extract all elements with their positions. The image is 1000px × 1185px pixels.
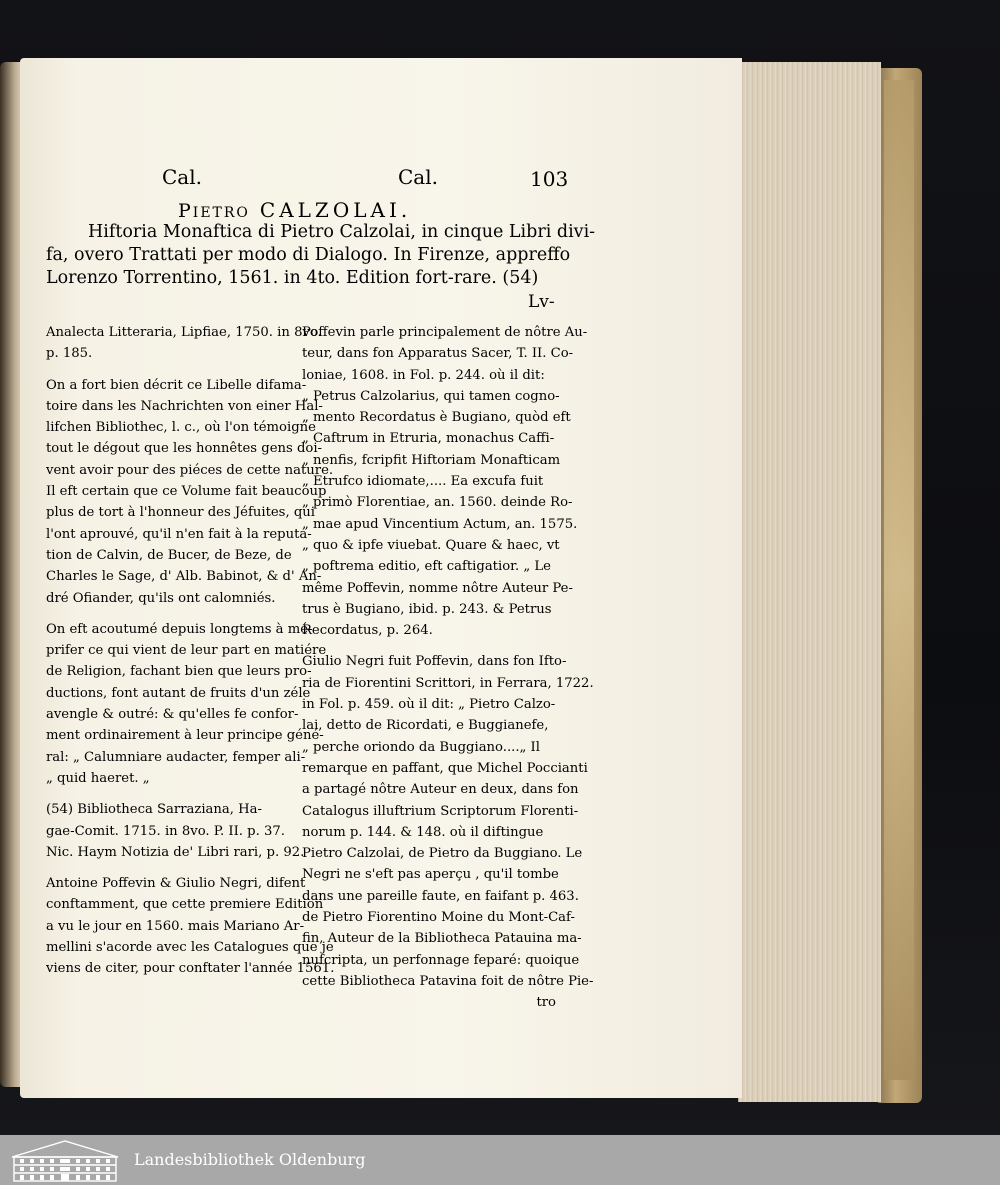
library-name: Landesbibliothek Oldenburg: [134, 1150, 366, 1169]
heading-initial: P: [178, 200, 193, 222]
footnote: [46, 799, 305, 863]
text-line: de Pietro Fiorentino Moine du Mont-Caf-: [302, 910, 575, 926]
entry-title-line: Hiftoria Monaftica di Pietro Calzolai, in cinque Libri divi-: [88, 222, 596, 242]
library-building-logo: [8, 1137, 122, 1183]
text-line: de Religion, fachant bien que leurs pro-: [46, 664, 312, 680]
text-line: in Fol. p. 459. où il dit: „ Pietro Calzo-: [302, 697, 556, 713]
text-line: teur, dans fon Apparatus Sacer, T. II. Co-: [302, 346, 574, 362]
text-line: ductions, font autant de fruits d'un zéle: [46, 685, 311, 701]
text-line: Negri ne s'eft pas aperçu , qu'il tombe: [302, 867, 559, 883]
text-line: tout le dégout que les honnêtes gens doi-: [46, 441, 323, 457]
text-line: „ quid haeret. „: [46, 770, 150, 786]
text-line: avengle & outré: & qu'elles fe confor-: [46, 707, 299, 723]
text-line: l'ont aprouvé, qu'il n'en fait à la reputa-: [46, 526, 312, 542]
text-line: vent avoir pour des piéces de cette nature.: [46, 462, 334, 478]
text-line: lifchen Bibliothec, l. c., où l'on témoigne: [46, 420, 316, 436]
paragraph: [46, 375, 334, 609]
text-line: „ Etrufco idiomate,.... Ea excufa fuit: [302, 474, 544, 490]
author-heading: [178, 198, 411, 222]
text-line: „ Petrus Calzolarius, qui tamen cogno-: [302, 388, 560, 404]
text-line: Catalogus illuftrium Scriptorum Florenti-: [302, 803, 579, 819]
running-head-center: Cal.: [398, 165, 438, 189]
paragraph: [46, 322, 322, 365]
heading-surname: CALZOLAI.: [259, 198, 412, 222]
text-line: remarque en paffant, que Michel Poccianti: [302, 760, 588, 776]
right-column: [302, 322, 594, 1014]
text-line: trus è Bugiano, ibid. p. 243. & Petrus: [302, 601, 552, 617]
text-line: „ perche oriondo da Buggiano....„ Il: [302, 739, 540, 755]
text-line: ria de Fiorentini Scrittori, in Ferrara, 1722.: [302, 675, 594, 691]
text-line: a partagé nôtre Auteur en deux, dans fon: [302, 782, 579, 798]
text-line: „ mae apud Vincentium Actum, an. 1575.: [302, 516, 578, 532]
text-line: cette Bibliotheca Patavina foit de nôtre Pie-: [302, 973, 594, 989]
text-line: même Poffevin, nomme nôtre Auteur Pe-: [302, 580, 573, 596]
paragraph: [46, 619, 327, 789]
text-line: prifer ce qui vient de leur part en matiére: [46, 643, 327, 659]
text-line: tion de Calvin, de Bucer, de Beze, de: [46, 547, 292, 563]
text-line: ment ordinairement à leur principe géné-: [46, 728, 324, 744]
text-line: (54) Bibliotheca Sarraziana, Ha-: [46, 802, 262, 818]
text-line: On a fort bien décrit ce Libelle difama-: [46, 377, 307, 393]
text-line: „ poftrema editio, eft caftigatior. „ Le: [302, 559, 551, 575]
text-line: dré Ofiander, qu'ils ont calomniés.: [46, 590, 276, 606]
text-line: dans une pareille faute, en faifant p. 463.: [302, 888, 579, 904]
text-line: p. 185.: [46, 346, 93, 362]
text-line: „ quo & ipfe viuebat. Quare & haec, vt: [302, 537, 560, 553]
text-line: „ primò Florentiae, an. 1560. deinde Ro-: [302, 495, 573, 511]
text-line: On eft acoutumé depuis longtems à mé-: [46, 621, 313, 637]
running-head-left: Cal.: [162, 165, 202, 189]
text-line: nufcripta, un perfonnage feparé: quoique: [302, 952, 580, 968]
text-line: a vu le jour en 1560. mais Mariano Ar-: [46, 918, 305, 934]
page-block-edges: [738, 62, 881, 1102]
text-line: gae-Comit. 1715. in 8vo. P. II. p. 37.: [46, 823, 285, 839]
heading-smallcaps: IETRO: [192, 205, 250, 221]
text-line: toire dans les Nachrichten von einer Hal-: [46, 398, 323, 414]
text-line: Charles le Sage, d' Alb. Babinot, & d' An-: [46, 569, 322, 585]
text-line: lai, detto de Ricordati, e Buggianefe,: [302, 718, 549, 734]
left-column: [46, 322, 335, 980]
text-line: Pietro Calzolai, de Pietro da Buggiano. Le: [302, 846, 583, 862]
text-line: Recordatus, p. 264.: [302, 623, 433, 639]
entry-title-line: fa, overo Trattati per modo di Dialogo. In Firenze, appreffo: [46, 245, 571, 265]
text-line: „ mento Recordatus è Bugiano, quòd eft: [302, 410, 571, 426]
text-line: Il eft certain que ce Volume fait beaucoup: [46, 484, 327, 500]
text-line: Antoine Poffevin & Giulio Negri, difent: [46, 876, 306, 892]
text-line: Nic. Haym Notizia de' Libri rari, p. 92.: [46, 844, 305, 860]
paragraph: [302, 322, 588, 641]
text-line: ral: „ Calumniare audacter, femper ali-: [46, 749, 306, 765]
text-line: Analecta Litteraria, Lipfiae, 1750. in 8vo.: [46, 325, 322, 340]
text-line: Poffevin parle principalement de nôtre Au-: [302, 325, 588, 340]
catchword-top: Lv-: [528, 292, 555, 312]
text-line: mellini s'acorde avec les Catalogues que je: [46, 940, 334, 956]
text-line: „ nenfis, fcripfit Hiftoriam Monafticam: [302, 452, 561, 468]
paragraph: [302, 651, 594, 992]
text-line: plus de tort à l'honneur des Jéfuites, qui: [46, 505, 315, 521]
text-line: norum p. 144. & 148. où il diftingue: [302, 824, 544, 840]
catchword-bottom: tro: [536, 995, 556, 1011]
text-line: „ Caftrum in Etruria, monachus Caffi-: [302, 431, 555, 447]
text-line: viens de citer, pour conftater l'année 1561.: [46, 961, 335, 977]
page-number: 103: [530, 167, 569, 191]
book-cover-highlight: [884, 80, 914, 1080]
text-line: Giulio Negri fuit Poffevin, dans fon Ifto-: [302, 654, 567, 670]
text-line: loniae, 1608. in Fol. p. 244. où il dit:: [302, 367, 545, 383]
text-line: conftamment, que cette premiere Edition: [46, 897, 324, 913]
paragraph: [46, 873, 335, 979]
entry-title-line: Lorenzo Torrentino, 1561. in 4to. Edition fort-rare. (54): [46, 268, 539, 288]
text-line: fin, Auteur de la Bibliotheca Patauina ma-: [302, 931, 582, 947]
